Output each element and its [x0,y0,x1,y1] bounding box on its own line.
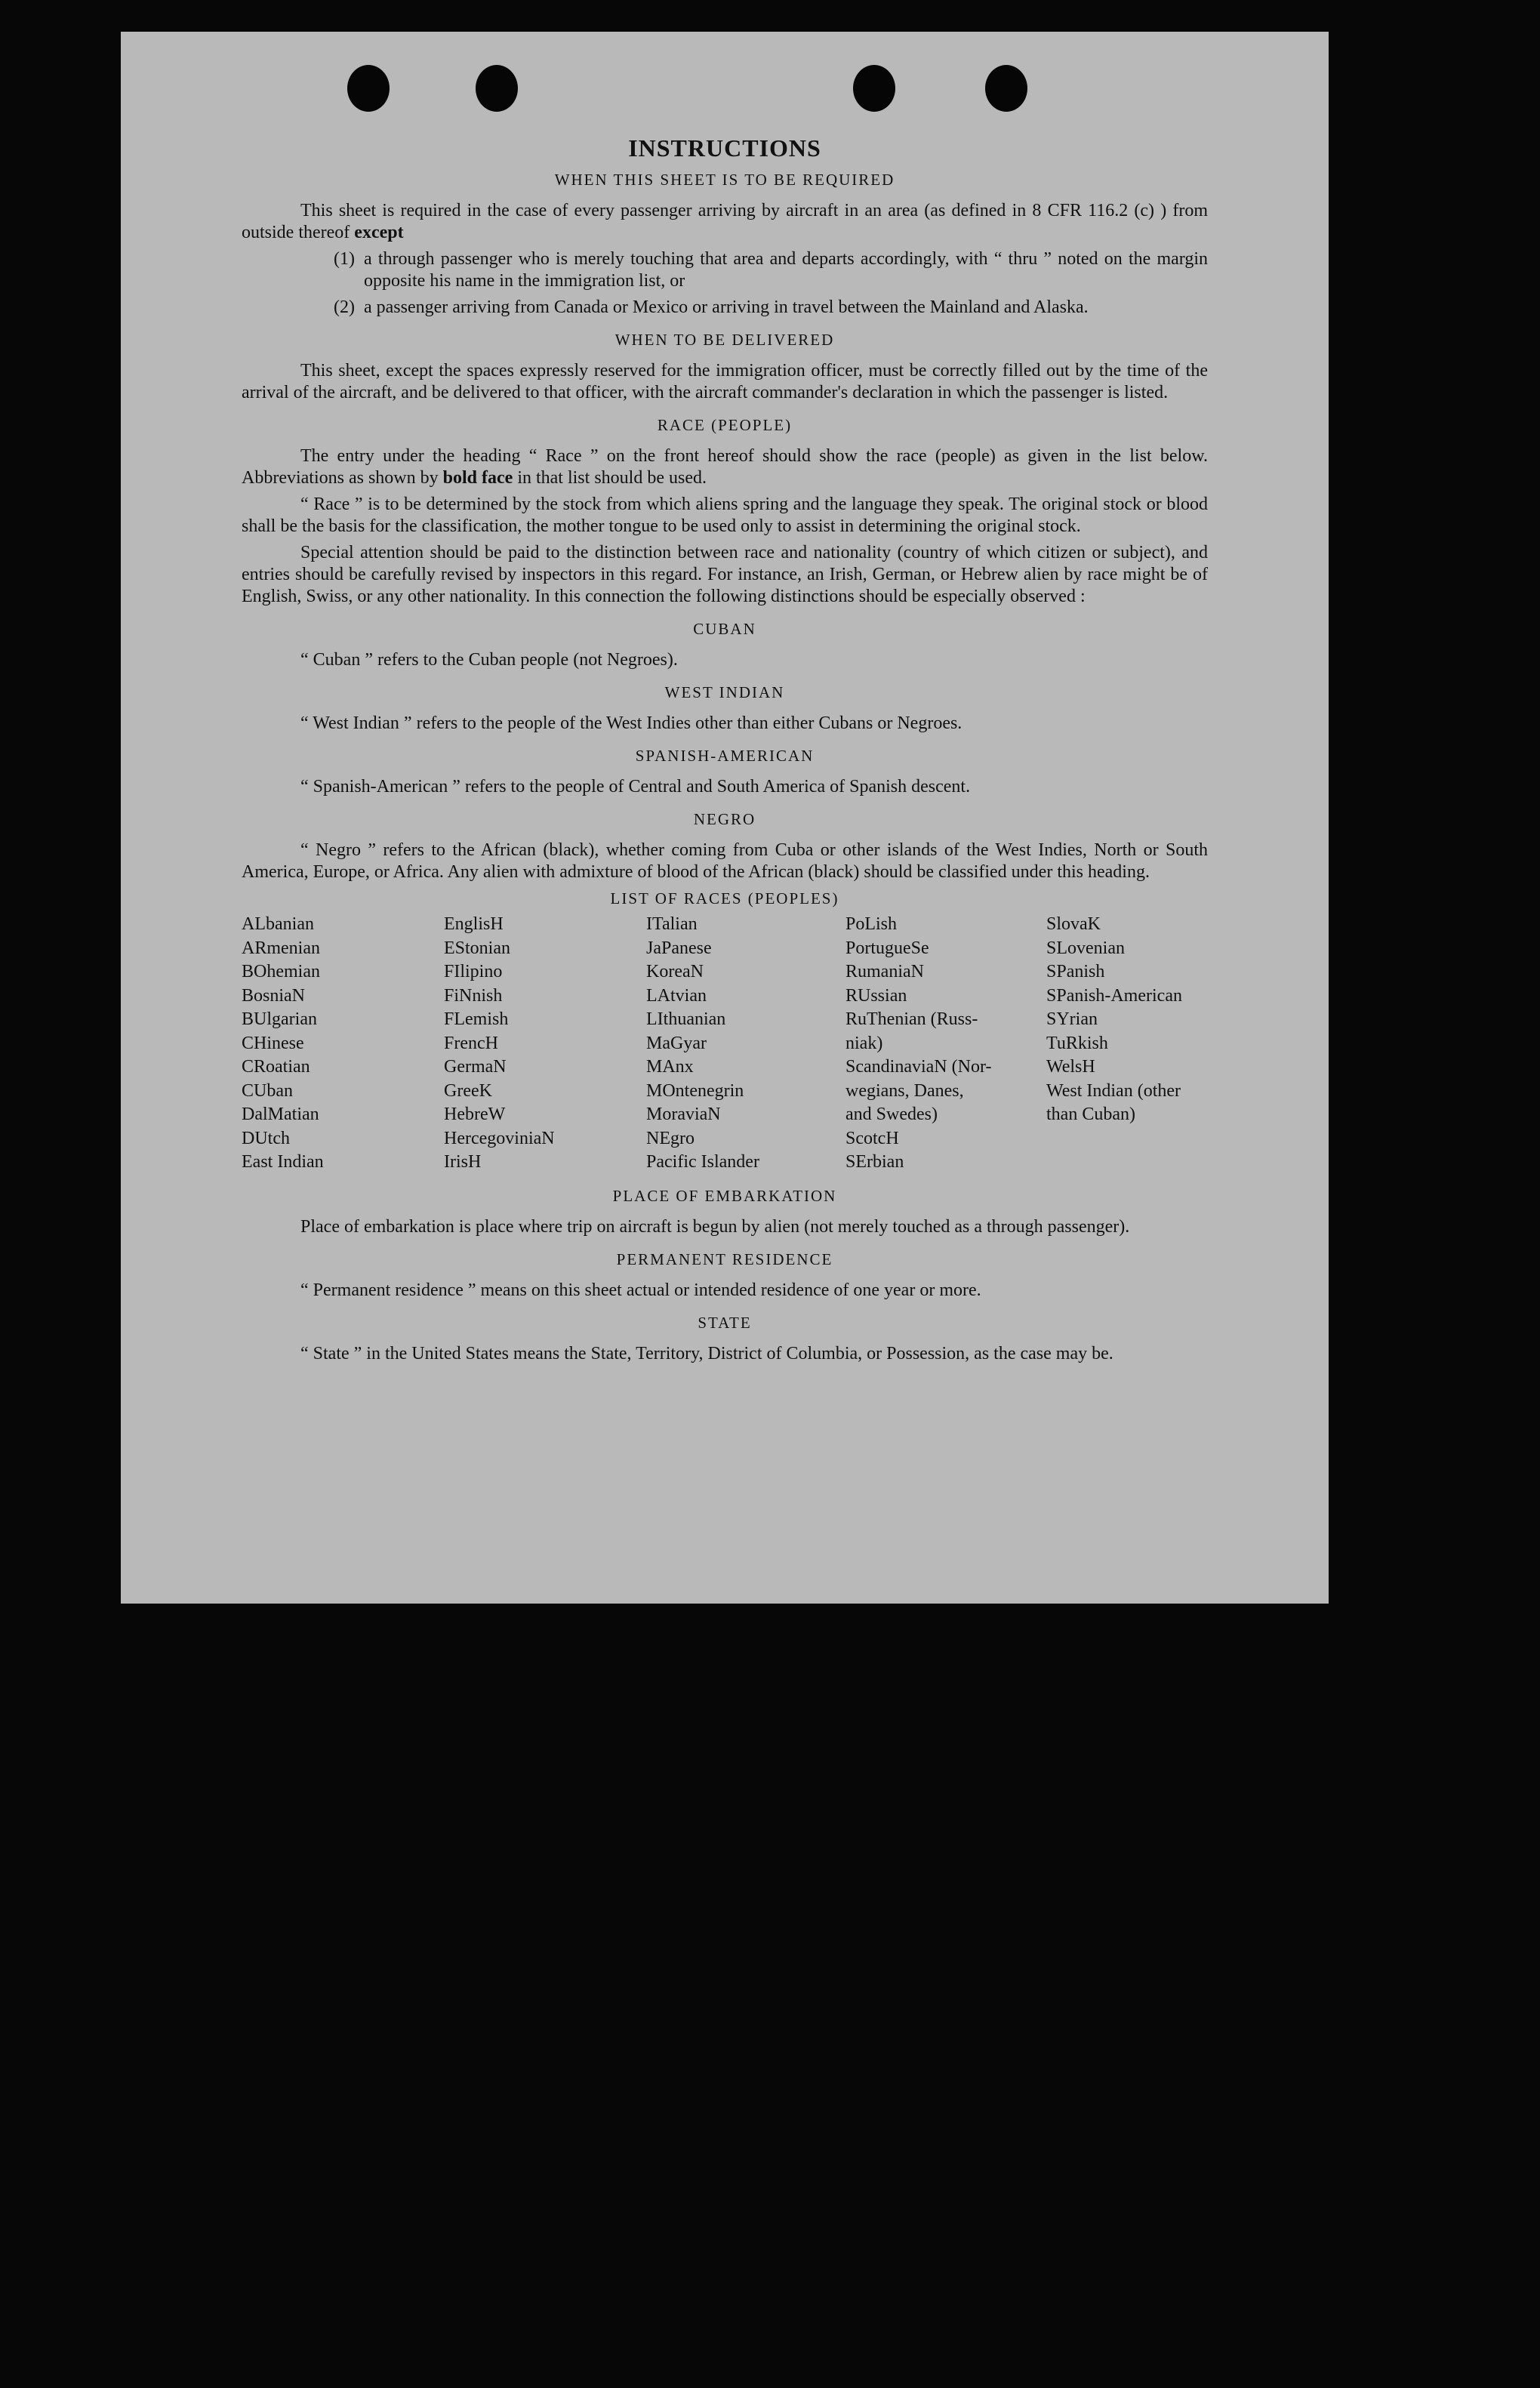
section-heading: CUBAN [693,620,756,638]
page-title: INSTRUCTIONS [628,134,821,162]
races-column [845,913,1046,1175]
race-entry: PoLish [845,914,898,934]
item-text: a passenger arriving from Canada or Mexico or arriving in travel between the Mainland and Alaska. [364,297,1089,317]
race-entry: West Indian (other [1046,1080,1181,1101]
paragraph: “ West Indian ” refers to the people of the West Indies other than either Cubans or Negroes. [300,713,962,733]
races-column [242,913,444,1175]
race-entry: ARmenian [242,938,320,958]
race-entry: IrisH [444,1152,482,1172]
race-entry: NEgro [646,1128,695,1148]
race-entry: and Swedes) [845,1105,938,1124]
race-entry: DUtch [242,1128,290,1148]
race-entry: than Cuban) [1046,1105,1135,1124]
bold-text: except [354,223,404,242]
section-heading: SPANISH-AMERICAN [635,747,815,765]
race-entry: MOntenegrin [646,1080,744,1101]
race-entry: HercegoviniaN [444,1128,555,1148]
race-entry: MaGyar [646,1033,707,1053]
instruction-sheet [121,32,1329,1604]
race-entry: ITalian [646,914,698,934]
race-entry: FrencH [444,1033,498,1053]
paragraph: This sheet, except the spaces expressly reserved for the immigration officer, must be correctly filled out by the time of the arrival of the aircraft, and be delivered to that officer, with the aircraft commander's declaration in which the passenger is listed. [242,361,1208,402]
section-heading: WHEN THIS SHEET IS TO BE REQUIRED [554,171,895,189]
race-entry: WelsH [1046,1057,1095,1077]
paragraph [242,445,1208,489]
instructions-body [242,169,1208,1370]
races-column [444,913,646,1175]
race-entry: ScandinaviaN (Nor- [845,1057,992,1077]
race-entry: DalMatian [242,1105,319,1124]
punch-hole [853,65,895,112]
item-text: a through passenger who is merely touching that area and departs accordingly, with “ thru ” noted on the margin opposite his name in the immigration list, or [364,249,1208,291]
race-entry: SLovenian [1046,938,1125,958]
race-entry: HebreW [444,1105,506,1124]
race-entry: RUssian [845,985,907,1006]
race-entry: BUlgarian [242,1009,317,1029]
section-heading: RACE (PEOPLE) [657,416,793,434]
race-entry: FLemish [444,1009,509,1029]
paragraph: Special attention should be paid to the distinction between race and nationality (country of which citizen or subject), and entries should be carefully revised by inspectors in this regard. For instance, an Irish, German, or Hebrew alien by race might be of English, Swiss, or any other nationality. In this connection the following distinctions should be especially observed : [242,543,1208,606]
race-entry: ALbanian [242,914,314,934]
list-item [242,248,1208,292]
section-heading: WEST INDIAN [664,683,785,701]
race-entry: SPanish-American [1046,985,1182,1006]
section-heading: NEGRO [693,810,756,828]
punch-hole [347,65,390,112]
paragraph: “ Race ” is to be determined by the stock from which aliens spring and the language they speak. The original stock or blood shall be the basis for the classification, the mother tongue to be used only to assist in determining the original stock. [242,495,1208,536]
race-entry: BosniaN [242,985,305,1006]
race-entry: ScotcH [845,1128,899,1148]
race-entry: TuRkish [1046,1033,1108,1053]
section-heading: STATE [698,1313,752,1332]
section-heading: WHEN TO BE DELIVERED [614,331,835,349]
race-entry: CRoatian [242,1057,310,1077]
race-entry: SErbian [845,1152,904,1172]
race-entry: LAtvian [646,985,707,1006]
paragraph: Place of embarkation is place where trip on aircraft is begun by alien (not merely touched as a through passenger). [300,1216,1130,1237]
race-entry: PortugueSe [845,938,929,958]
race-entry: SlovaK [1046,914,1101,934]
paragraph: “ Negro ” refers to the African (black), whether coming from Cuba or other islands of the West Indies, North or South America, Europe, or Africa. Any alien with admixture of blood of the African (black) should be classified under this heading. [242,840,1208,882]
paragraph-text: The entry under the heading “ Race ” on the front hereof should show the race (people) as given in the list below. Abbreviations as shown by [242,446,1208,488]
race-entry: Pacific Islander [646,1152,759,1172]
races-column [646,913,845,1175]
races-list [242,913,1208,1175]
race-entry: RumaniaN [845,962,924,981]
race-entry: SPanish [1046,962,1105,981]
section-heading: LIST OF RACES (PEOPLES) [610,889,839,907]
race-entry: LIthuanian [646,1009,726,1029]
paragraph: “ State ” in the United States means the State, Territory, District of Columbia, or Possession, as the case may be. [300,1343,1113,1363]
paragraph-text: in that list should be used. [517,468,707,488]
item-number: (2) [334,297,355,317]
race-entry: MAnx [646,1057,694,1077]
race-entry: MoraviaN [646,1105,721,1124]
paragraph: “ Permanent residence ” means on this sheet actual or intended residence of one year or more. [300,1280,981,1300]
race-entry: wegians, Danes, [845,1080,964,1101]
race-entry: niak) [845,1033,883,1053]
paragraph: “ Cuban ” refers to the Cuban people (not Negroes). [300,650,678,670]
race-entry: EStonian [444,938,510,958]
race-entry: FIlipino [444,962,503,981]
race-entry: EnglisH [444,914,504,934]
item-number: (1) [334,249,355,269]
bold-text: bold face [442,468,513,488]
paragraph-text: This sheet is required in the case of every passenger arriving by aircraft in an area (as defined in 8 CFR 116.2 (c) ) from outside thereof [242,201,1208,242]
race-entry: JaPanese [646,938,712,958]
race-entry: CHinese [242,1033,304,1053]
section-heading: PERMANENT RESIDENCE [616,1249,833,1268]
race-entry: GreeK [444,1080,492,1101]
list-item [242,297,1208,319]
race-entry: East Indian [242,1152,324,1172]
race-entry: BOhemian [242,962,320,981]
paragraph [242,200,1208,244]
race-entry: GermaN [444,1057,507,1077]
race-entry: FiNnish [444,985,503,1006]
punch-hole [985,65,1027,112]
races-column [1046,913,1208,1175]
paragraph: “ Spanish-American ” refers to the people of Central and South America of Spanish descent. [300,777,971,797]
race-entry: CUban [242,1080,293,1101]
race-entry: SYrian [1046,1009,1098,1029]
race-entry: RuThenian (Russ- [845,1009,978,1029]
punch-hole [476,65,518,112]
race-entry: KoreaN [646,962,704,981]
section-heading: PLACE OF EMBARKATION [612,1186,837,1205]
